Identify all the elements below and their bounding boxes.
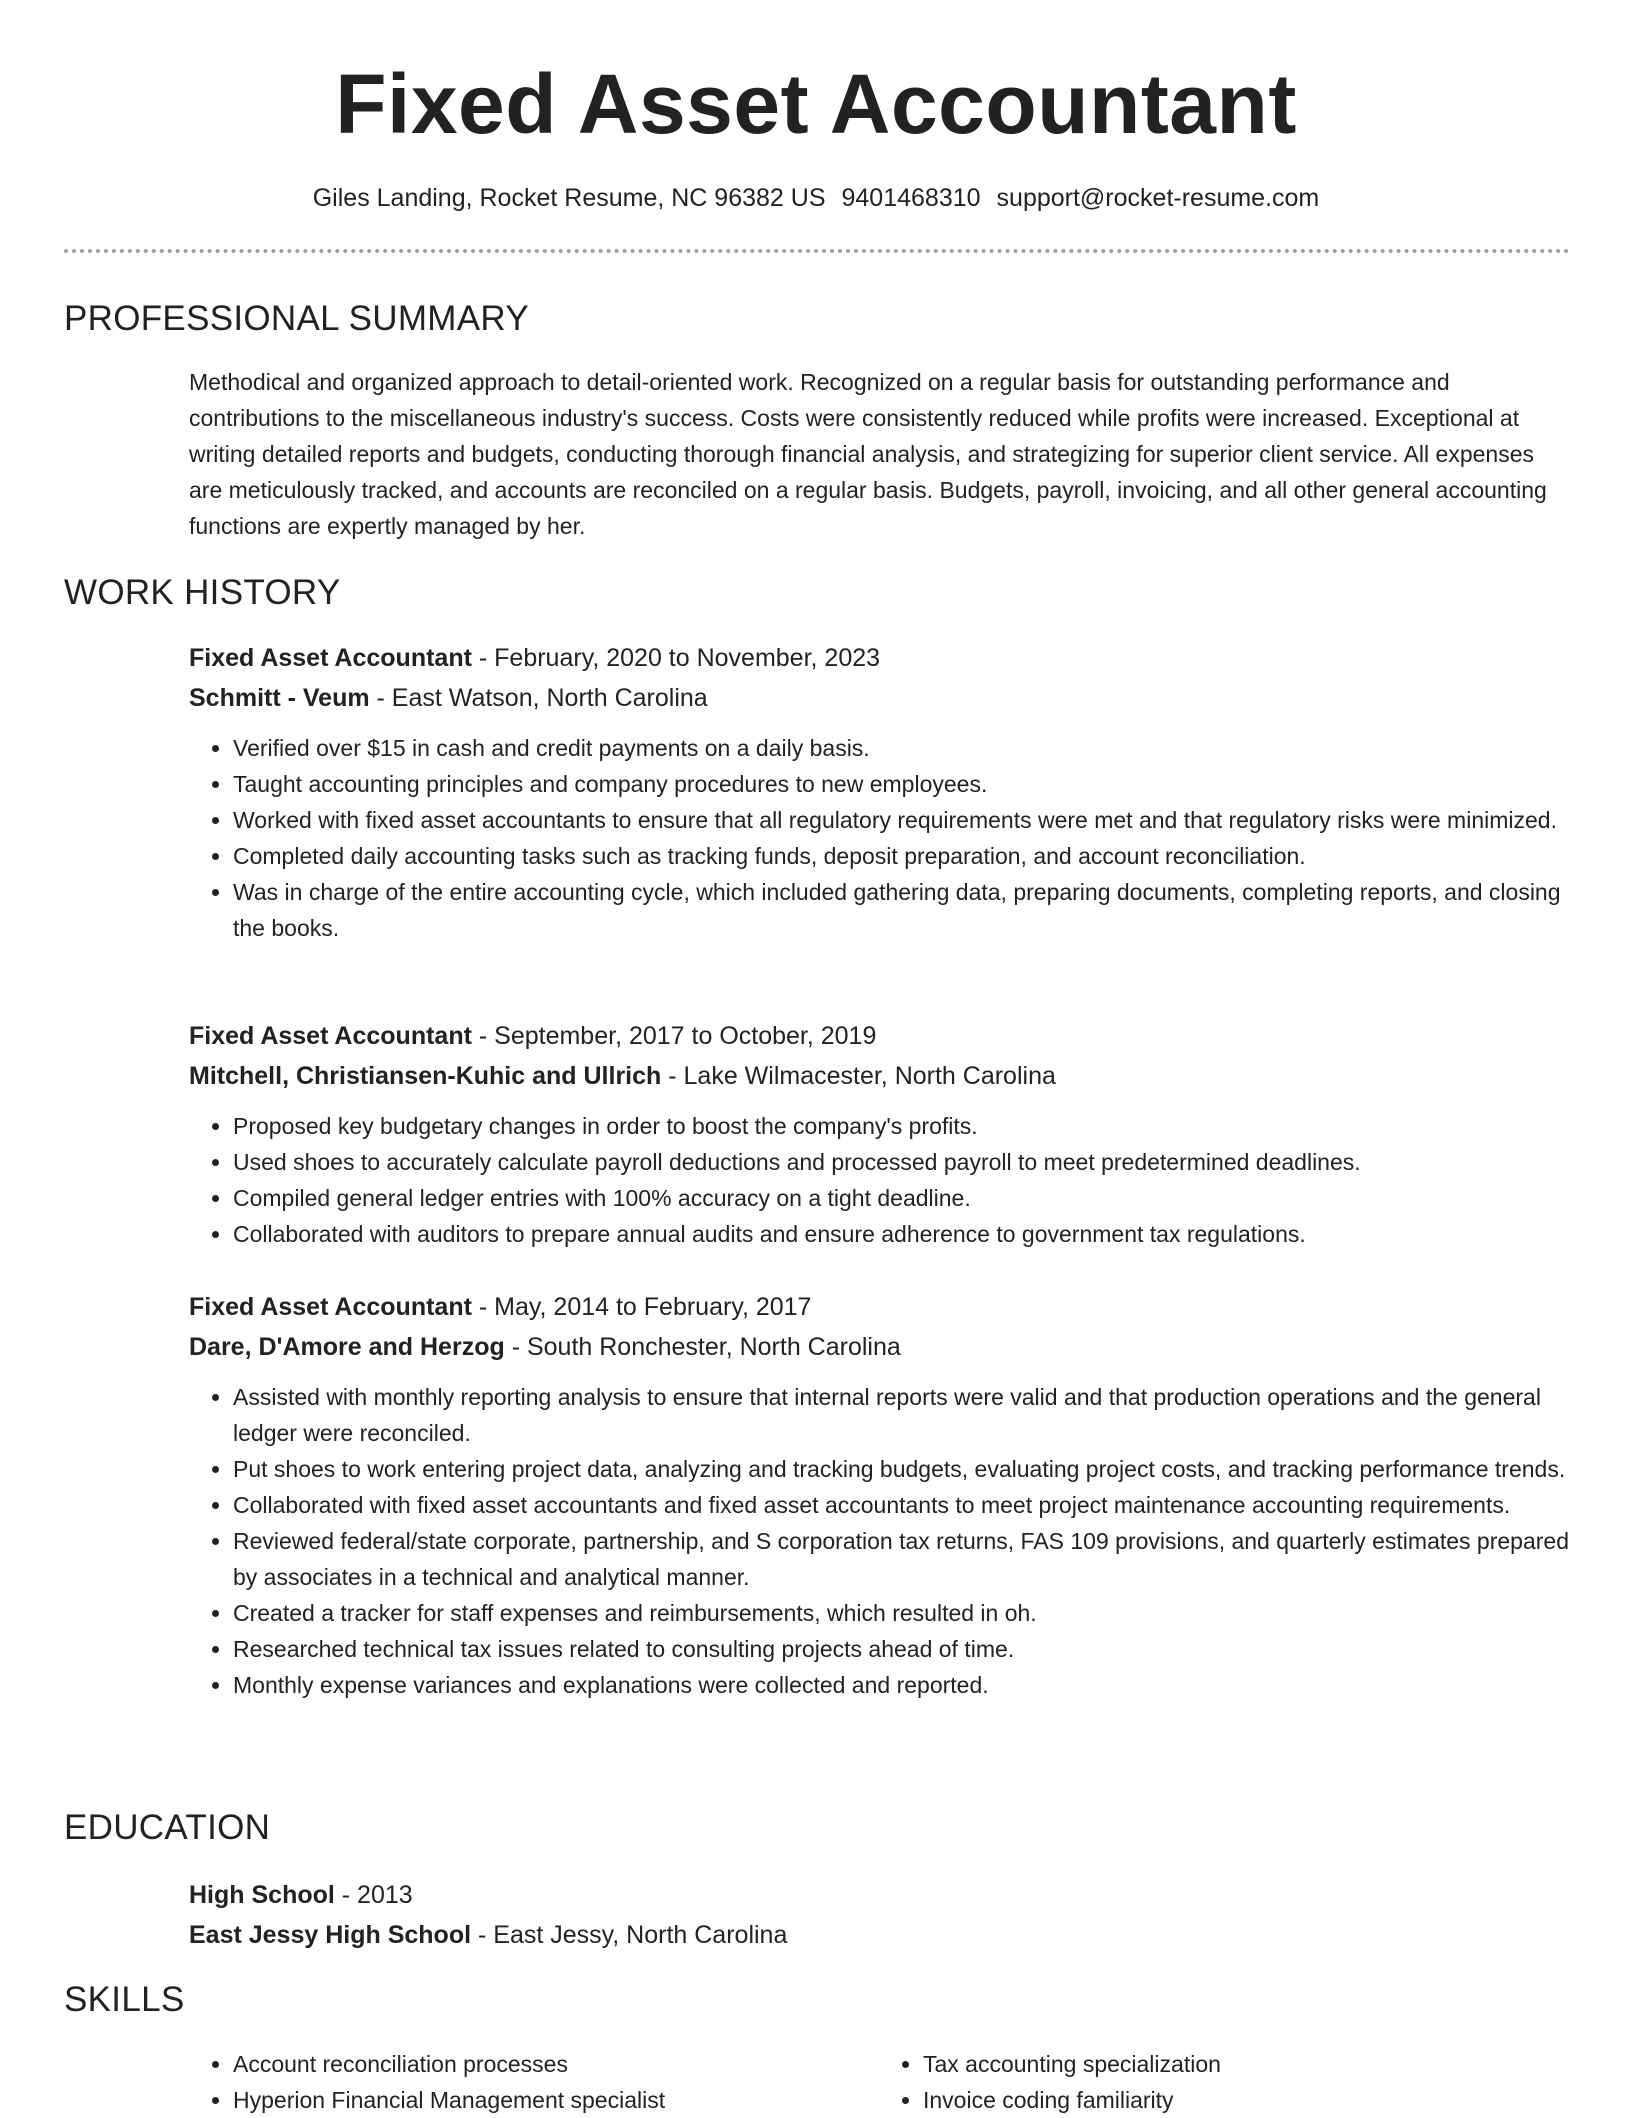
contact-line — [0, 180, 1632, 216]
job-title: Fixed Asset Accountant — [189, 644, 472, 672]
job-bullet: • Monthly expense variances and explanations were collected and reported. — [233, 1667, 1569, 1703]
job-dates: - February, 2020 to November, 2023 — [471, 644, 881, 672]
contact-address: Giles Landing, Rocket Resume, NC 96382 US — [312, 184, 826, 212]
job-entry — [189, 1016, 1569, 1252]
job-title-line — [189, 1016, 1569, 1056]
job-location: - South Ronchester, North Carolina — [504, 1333, 901, 1361]
job-title: Fixed Asset Accountant — [189, 1293, 472, 1321]
skill-item: • Tax accounting specialization — [923, 2046, 1569, 2082]
job-dates: - May, 2014 to February, 2017 — [471, 1293, 812, 1321]
job-bullets — [189, 1108, 1569, 1252]
job-location: - East Watson, North Carolina — [369, 684, 708, 712]
job-bullet: • Completed daily accounting tasks such as tracking funds, deposit preparation, and account reconciliation. — [233, 838, 1569, 874]
job-bullet: • Proposed key budgetary changes in order to boost the company's profits. — [233, 1108, 1569, 1144]
job-bullet: • Compiled general ledger entries with 100% accuracy on a tight deadline. — [233, 1180, 1569, 1216]
job-company-line — [189, 1327, 1569, 1367]
section-title-education: EDUCATION — [64, 1808, 271, 1847]
education-entry — [189, 1875, 1569, 1955]
job-bullet: • Collaborated with auditors to prepare annual audits and ensure adherence to government tax regulations. — [233, 1216, 1569, 1252]
section-title-skills: SKILLS — [64, 1980, 185, 2019]
job-title-line — [189, 638, 1569, 678]
job-company-line — [189, 678, 1569, 718]
job-company: Dare, D'Amore and Herzog — [189, 1333, 505, 1361]
job-company: Schmitt - Veum — [189, 684, 370, 712]
header-divider — [64, 249, 1570, 253]
skills-column-right — [879, 2046, 1569, 2118]
job-title: Fixed Asset Accountant — [189, 1022, 472, 1050]
job-bullet: • Put shoes to work entering project data, analyzing and tracking budgets, evaluating project costs, and tracking performance trends. — [233, 1451, 1569, 1487]
summary-block — [189, 364, 1569, 544]
education-degree: High School — [189, 1881, 335, 1909]
job-bullet: • Assisted with monthly reporting analysis to ensure that internal reports were valid and that production operations and the general ledger were reconciled. — [233, 1379, 1569, 1451]
job-bullets — [189, 730, 1569, 946]
job-location: - Lake Wilmacester, North Carolina — [661, 1062, 1056, 1090]
skills-list — [189, 2046, 1569, 2118]
job-title-line — [189, 1287, 1569, 1327]
job-bullet: • Was in charge of the entire accounting cycle, which included gathering data, preparing documents, completing reports, and closing the books. — [233, 874, 1569, 946]
education-school-line — [189, 1915, 1569, 1955]
section-title-work-history: WORK HISTORY — [64, 573, 341, 612]
job-bullet: • Reviewed federal/state corporate, partnership, and S corporation tax returns, FAS 109 provisions, and quarterly estimates prepared by associates in a technical and analytical manner. — [233, 1523, 1569, 1595]
job-bullet: • Used shoes to accurately calculate payroll deductions and processed payroll to meet predetermined deadlines. — [233, 1144, 1569, 1180]
candidate-name: Fixed Asset Accountant — [335, 57, 1297, 151]
job-bullets — [189, 1379, 1569, 1703]
job-company-line — [189, 1056, 1569, 1096]
job-bullet: • Worked with fixed asset accountants to ensure that all regulatory requirements were met and that regulatory risks were minimized. — [233, 802, 1569, 838]
job-company: Mitchell, Christiansen-Kuhic and Ullrich — [189, 1062, 662, 1090]
summary-text: Methodical and organized approach to detail-oriented work. Recognized on a regular basis for outstanding performance and contributions to the miscellaneous industry's success. Costs were consistently reduced while profits were increased. Exceptional at writing detailed reports and budgets, conducting thorough financial analysis, and strategizing for superior client service. All expenses are meticulously tracked, and accounts are reconciled on a regular basis. Budgets, payroll, invoicing, and all other general accounting functions are expertly managed by her. — [189, 369, 1547, 539]
job-entry — [189, 638, 1569, 946]
job-bullet: • Verified over $15 in cash and credit payments on a daily basis. — [233, 730, 1569, 766]
education-school: East Jessy High School — [189, 1921, 472, 1949]
job-bullet: • Taught accounting principles and company procedures to new employees. — [233, 766, 1569, 802]
skill-item: • Invoice coding familiarity — [923, 2082, 1569, 2118]
education-year: - 2013 — [334, 1881, 413, 1909]
job-entry — [189, 1287, 1569, 1703]
job-dates: - September, 2017 to October, 2019 — [471, 1022, 877, 1050]
job-bullet: • Researched technical tax issues related to consulting projects ahead of time. — [233, 1631, 1569, 1667]
skill-item: • Hyperion Financial Management specialist — [233, 2082, 879, 2118]
contact-email: support@rocket-resume.com — [996, 184, 1320, 212]
job-bullet: • Created a tracker for staff expenses and reimbursements, which resulted in oh. — [233, 1595, 1569, 1631]
contact-phone: 9401468310 — [841, 184, 981, 212]
job-bullet: • Collaborated with fixed asset accountants and fixed asset accountants to meet project maintenance accounting requirements. — [233, 1487, 1569, 1523]
education-location: - East Jessy, North Carolina — [471, 1921, 788, 1949]
skill-item: • Account reconciliation processes — [233, 2046, 879, 2082]
skills-column-left — [189, 2046, 879, 2118]
section-title-summary: PROFESSIONAL SUMMARY — [64, 299, 529, 338]
education-degree-line — [189, 1875, 1569, 1915]
